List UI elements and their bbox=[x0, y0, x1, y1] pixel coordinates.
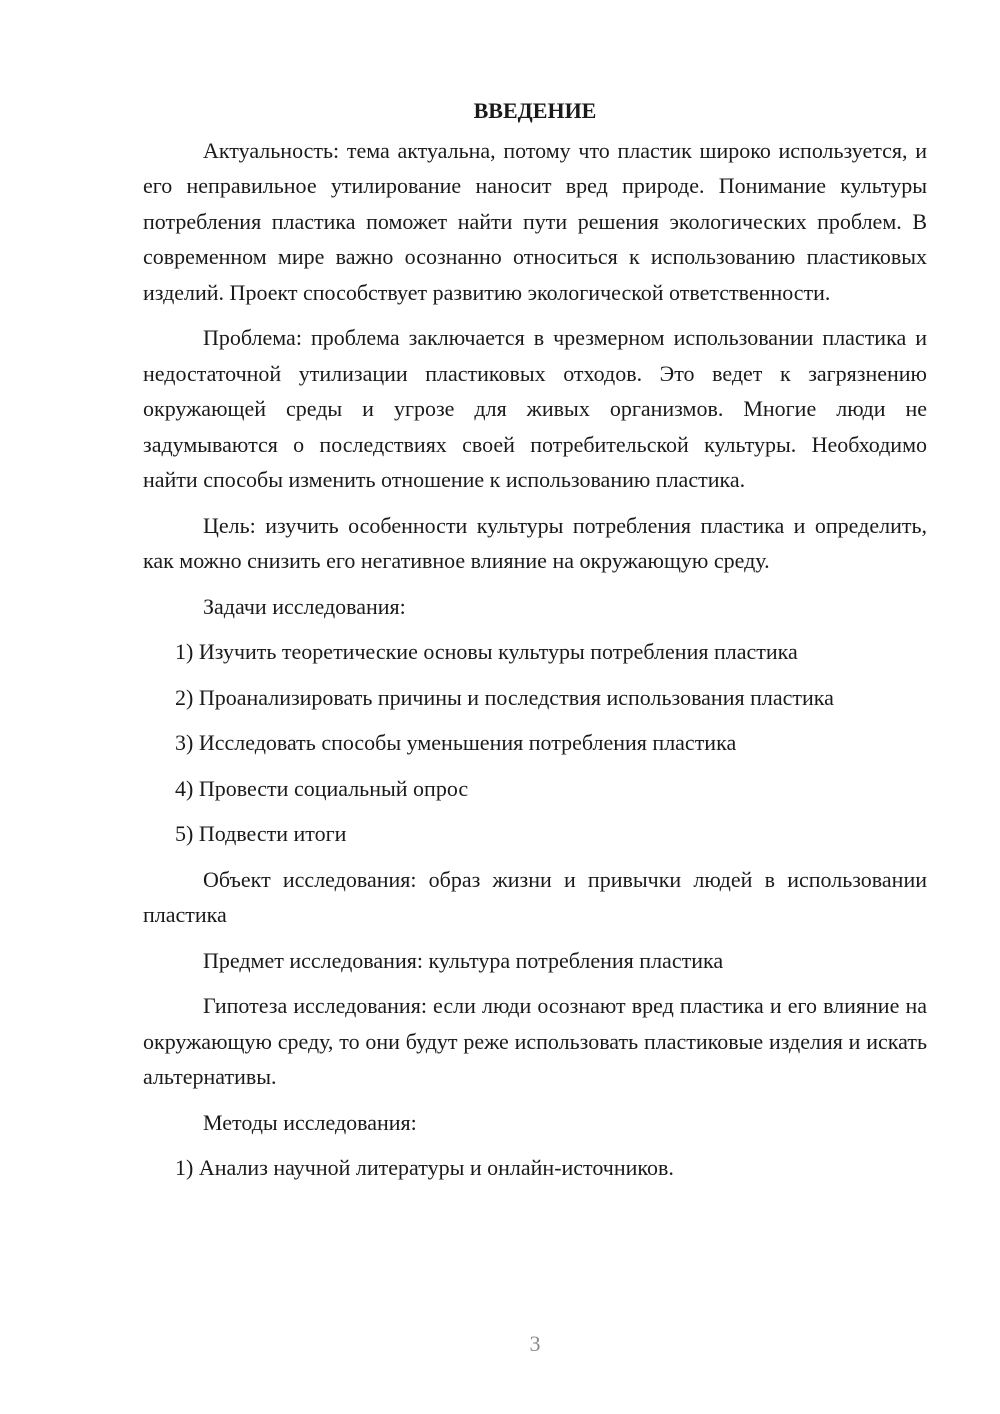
methods-heading: Методы исследования: bbox=[203, 1109, 417, 1135]
relevance-paragraph: Актуальность: тема актуальна, потому что пластик широко используется, и его неправильное утилирование наносит вред природе. Понимание культуры потребления пластика поможет найти пути решения экологических проблем. В современном мире важно осознанно относиться к использованию пластиковых изделий. Проект способствует развитию экологической ответственности. bbox=[143, 137, 927, 305]
section-title: ВВЕДЕНИЕ bbox=[473, 98, 597, 123]
task-item: 2) Проанализировать причины и последствия использования пластика bbox=[175, 684, 834, 710]
hypothesis-paragraph: Гипотеза исследования: если люди осознают вред пластика и его влияние на окружающую среду, то они будут реже использовать пластиковые изделия и искать альтернативы. bbox=[143, 993, 927, 1089]
object-paragraph: Объект исследования: образ жизни и привычки людей в использовании пластика bbox=[143, 866, 927, 927]
task-item: 3) Исследовать способы уменьшения потребления пластика bbox=[175, 730, 737, 755]
subject-paragraph: Предмет исследования: культура потребления пластика bbox=[203, 947, 724, 973]
method-item: 1) Анализ научной литературы и онлайн-источников. bbox=[175, 1155, 674, 1180]
task-item: 4) Провести социальный опрос bbox=[175, 775, 469, 801]
goal-paragraph: Цель: изучить особенности культуры потребления пластика и определить, как можно снизить его негативное влияние на окружающую среду. bbox=[143, 512, 927, 573]
tasks-heading: Задачи исследования: bbox=[203, 593, 406, 619]
page-content bbox=[143, 93, 927, 1196]
task-item: 5) Подвести итоги bbox=[175, 821, 347, 846]
page-number: 3 bbox=[529, 1331, 541, 1356]
problem-paragraph: Проблема: проблема заключается в чрезмерном использовании пластика и недостаточной утилизации пластиковых отходов. Это ведет к загрязнению окружающей среды и угрозе для живых организмов. Многие люди не задумываются о последствиях своей потребительской культуры. Необходимо найти способы изменить отношение к использованию пластика. bbox=[143, 325, 927, 492]
task-item: 1) Изучить теоретические основы культуры потребления пластика bbox=[175, 639, 798, 664]
